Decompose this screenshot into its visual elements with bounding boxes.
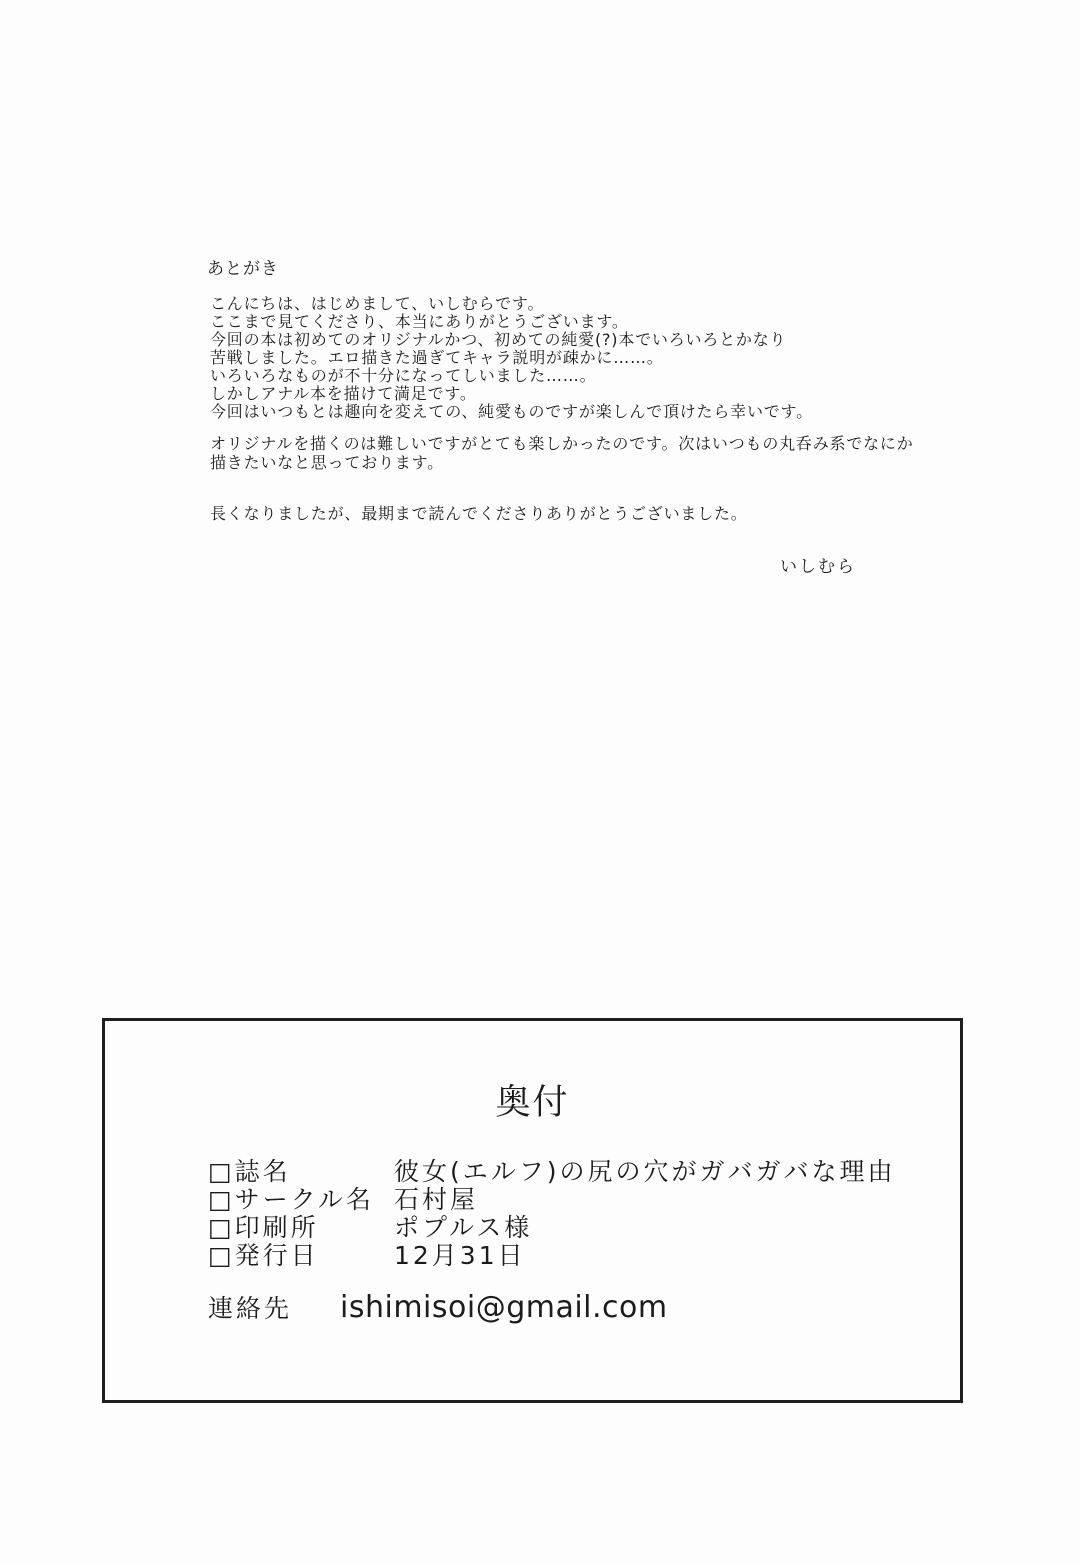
colophon-row-value-circle: 石村屋 [394, 1185, 479, 1214]
afterword-line: 描きたいなと思っております。 [210, 453, 444, 472]
afterword-line: ここまで見てくださり、本当にありがとうございます。 [210, 312, 629, 331]
afterword-line: こんにちは、はじめまして、いしむらです。 [210, 294, 545, 313]
author-signature: いしむら [780, 557, 856, 577]
colophon-box [102, 1018, 963, 1403]
afterword-paragraph-2 [210, 434, 914, 472]
colophon-row-label-circle: □サークル名 [208, 1185, 374, 1214]
colophon-row-label-title: □誌名 [208, 1157, 291, 1186]
colophon-title: 奥付 [495, 1083, 570, 1123]
afterword-line: 今回はいつもとは趣向を変えての、純愛ものですが楽しんで頂けたら幸いです。 [210, 402, 813, 421]
afterword-line: オリジナルを描くのは難しいですがとても楽しかったのです。次はいつもの丸呑み系でなにか [210, 434, 914, 453]
colophon-row-value-title: 彼女(エルフ)の尻の穴がガバガバな理由 [394, 1157, 896, 1186]
colophon-row-value-publish-date: 12月31日 [394, 1241, 526, 1270]
afterword-heading: あとがき [207, 259, 279, 279]
colophon-row-label-publish-date: □発行日 [208, 1241, 319, 1270]
colophon-rows [208, 1158, 896, 1270]
afterword-line: 長くなりましたが、最期まで読んでくださりありがとうございました。 [210, 504, 748, 523]
afterword-line: しかしアナル本を描けて満足です。 [210, 384, 477, 403]
colophon-row-label-printer: □印刷所 [208, 1213, 319, 1242]
contact-email: ishimisoi@gmail.com [340, 1290, 668, 1325]
afterword-line: 今回の本は初めてのオリジナルかつ、初めての純愛(?)本でいろいろとかなり [210, 330, 787, 349]
afterword-paragraph-3 [210, 505, 748, 523]
afterword-paragraph-1 [210, 295, 813, 421]
contact-label: 連絡先 [208, 1294, 293, 1323]
colophon-contact-row [208, 1289, 668, 1325]
afterword-line: 苦戦しました。エロ描きた過ぎてキャラ説明が疎かに……。 [210, 348, 664, 367]
colophon-row-value-printer: ポプルス様 [394, 1213, 533, 1242]
afterword-line: いろいろなものが不十分になってしいました……。 [210, 366, 597, 385]
